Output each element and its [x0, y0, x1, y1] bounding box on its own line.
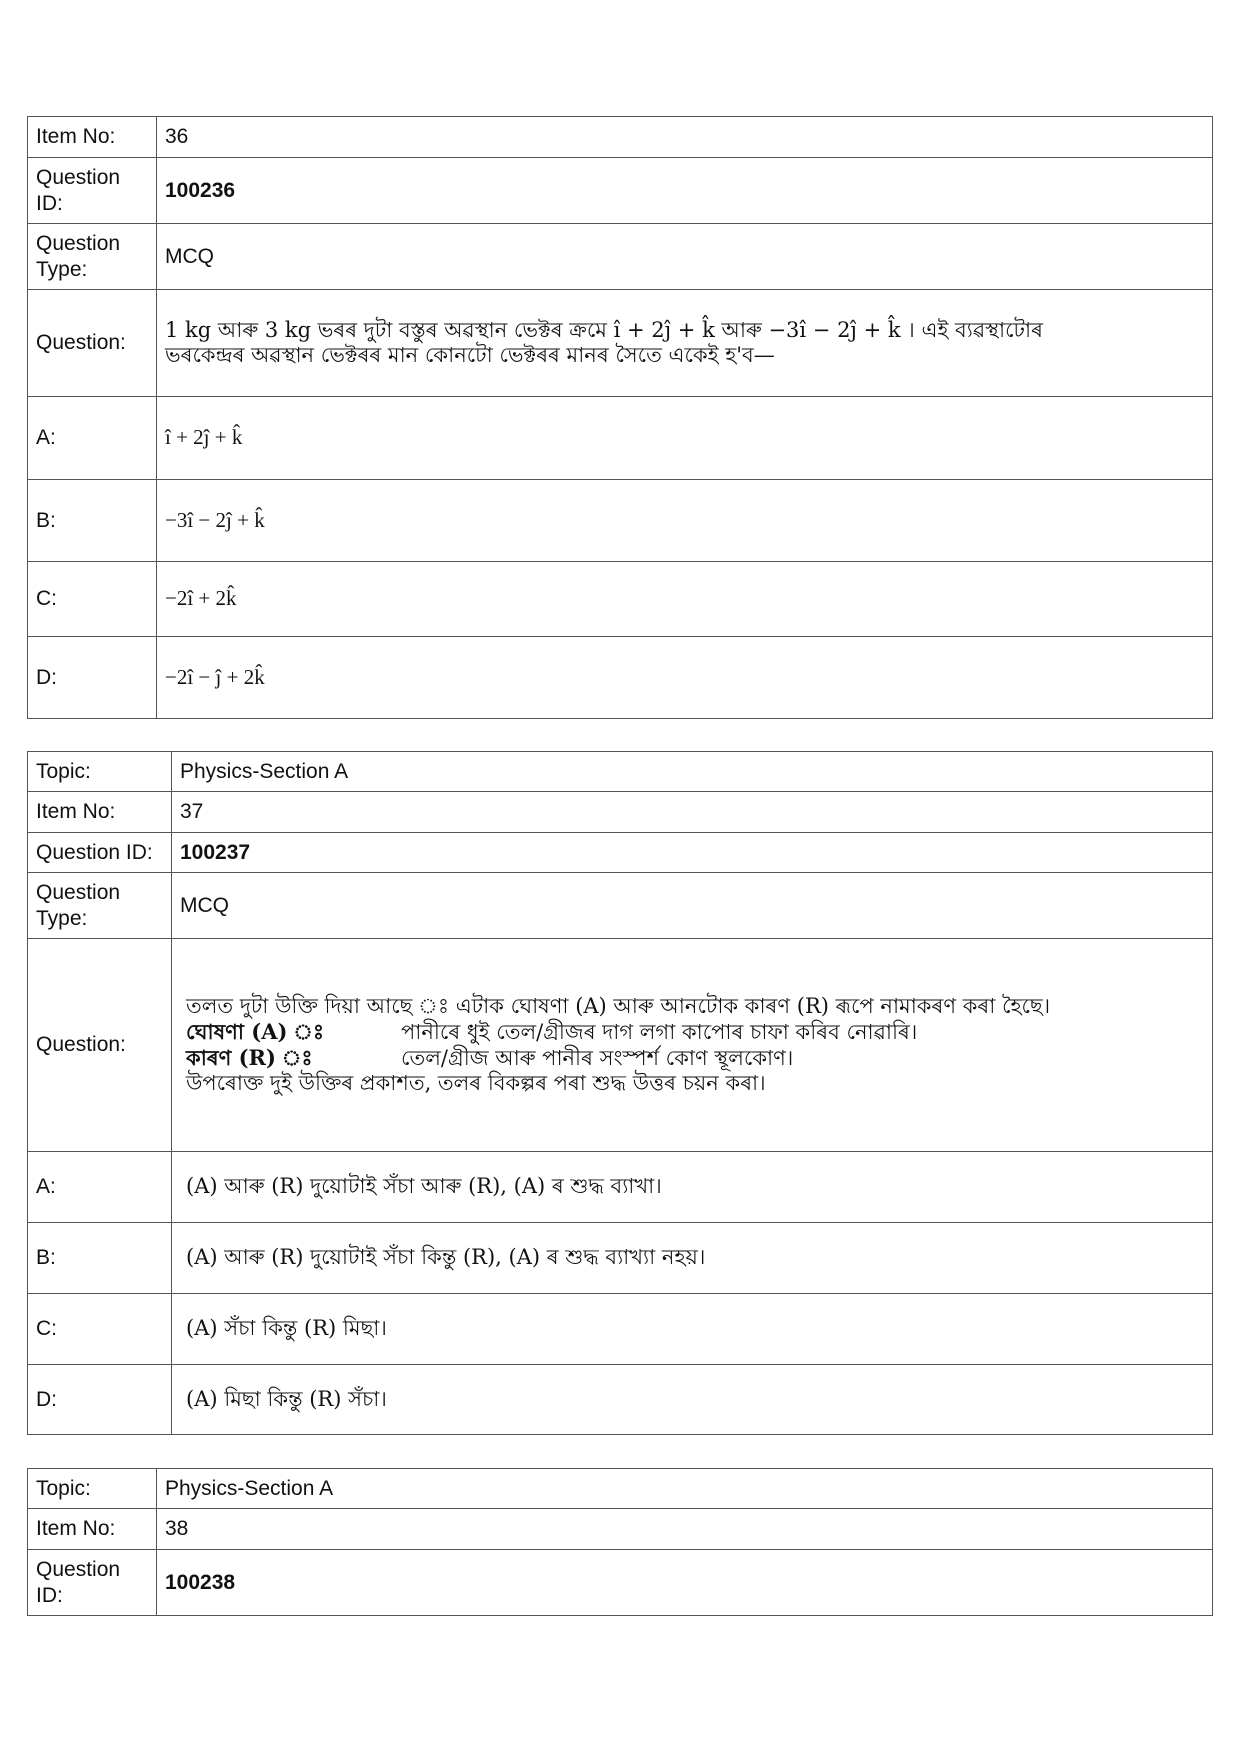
question-text — [172, 939, 1213, 1152]
topic-value: Physics-Section A — [172, 752, 1213, 792]
item-no-label: Item No: — [28, 117, 157, 158]
question-id-label: Question ID: — [28, 1550, 157, 1616]
option-c-text: (A) সঁচা কিন্তু (R) মিছা। — [172, 1294, 1213, 1365]
option-label: B: — [28, 480, 157, 562]
topic-label: Topic: — [28, 1469, 157, 1509]
option-b-text: −3î − 2ĵ + k̂ — [157, 480, 1213, 562]
question-label: Question: — [28, 290, 157, 397]
question-label: Question: — [28, 939, 172, 1152]
question-line: 1 kg আৰু 3 kg ভৰৰ দুটা বস্তুৰ অৱস্থান ভেক্টৰ ক্ৰমে î + 2ĵ + k̂ আৰু −3î − 2ĵ + k̂ । এই ব্যৱস্থাটোৰ — [165, 317, 1043, 342]
option-label: C: — [28, 1294, 172, 1365]
option-label: D: — [28, 637, 157, 719]
option-label: D: — [28, 1365, 172, 1435]
question-intro: তলত দুটা উক্তি দিয়া আছে ঃ এটাক ঘোষণা (A) আৰু আনটোক কাৰণ (R) ৰূপে নামাকৰণ কৰা হৈছে। — [186, 993, 1051, 1018]
reason-key: কাৰণ (R) ঃ — [186, 1045, 313, 1070]
option-a-text: (A) আৰু (R) দুয়োটাই সঁচা আৰু (R), (A) ৰ শুদ্ধ ব্যাখা। — [172, 1152, 1213, 1223]
item-no-value: 36 — [157, 117, 1213, 158]
question-id-label: Question ID: — [28, 833, 172, 873]
option-label: A: — [28, 397, 157, 480]
question-type-value: MCQ — [157, 224, 1213, 290]
question-id-label: Question ID: — [28, 158, 157, 224]
question-type-label: Question Type: — [28, 224, 157, 290]
item-no-label: Item No: — [28, 792, 172, 833]
question-line: ভৰকেন্দ্ৰৰ অৱস্থান ভেক্টৰৰ মান কোনটো ভেক্টৰৰ মানৰ সৈতে একেই হ'ব— — [165, 343, 775, 367]
option-d-text: (A) মিছা কিন্তু (R) সঁচা। — [172, 1365, 1213, 1435]
question-block-36 — [27, 116, 1213, 719]
question-text — [157, 290, 1213, 397]
option-label: B: — [28, 1223, 172, 1294]
question-id-value: 100237 — [180, 840, 251, 864]
option-label: A: — [28, 1152, 172, 1223]
option-b-text: (A) আৰু (R) দুয়োটাই সঁচা কিন্তু (R), (A) ৰ শুদ্ধ ব্যাখ্যা নহয়। — [172, 1223, 1213, 1294]
question-type-label: Question Type: — [28, 873, 172, 939]
reason-text: তেল/গ্ৰীজ আৰু পানীৰ সংস্পৰ্শ কোণ স্থূলকোণ। — [401, 1046, 794, 1070]
question-block-38 — [27, 1468, 1213, 1616]
item-no-value: 38 — [157, 1509, 1213, 1550]
reason-line — [186, 1045, 1198, 1071]
question-id-value: 100236 — [165, 178, 236, 202]
question-id-value: 100238 — [165, 1570, 236, 1594]
item-no-value: 37 — [172, 792, 1213, 833]
question-block-37 — [27, 751, 1213, 1435]
question-outro: উপৰোক্ত দুই উক্তিৰ প্ৰকাশত, তলৰ বিকল্পৰ পৰা শুদ্ধ উত্তৰ চয়ন কৰা। — [186, 1071, 766, 1096]
topic-label: Topic: — [28, 752, 172, 792]
topic-value: Physics-Section A — [157, 1469, 1213, 1509]
option-d-text: −2î − ĵ + 2k̂ — [157, 637, 1213, 719]
assertion-text: পানীৰে ধুই তেল/গ্ৰীজৰ দাগ লগা কাপোৰ চাফা কৰিব নোৱাৰি। — [401, 1019, 918, 1044]
question-type-value: MCQ — [172, 873, 1213, 939]
option-label: C: — [28, 562, 157, 637]
assertion-key: ঘোষণা (A) ঃ — [186, 1018, 325, 1044]
item-no-label: Item No: — [28, 1509, 157, 1550]
assertion-line — [186, 1019, 1198, 1045]
option-c-text: −2î + 2k̂ — [157, 562, 1213, 637]
option-a-text: î + 2ĵ + k̂ — [157, 397, 1213, 480]
